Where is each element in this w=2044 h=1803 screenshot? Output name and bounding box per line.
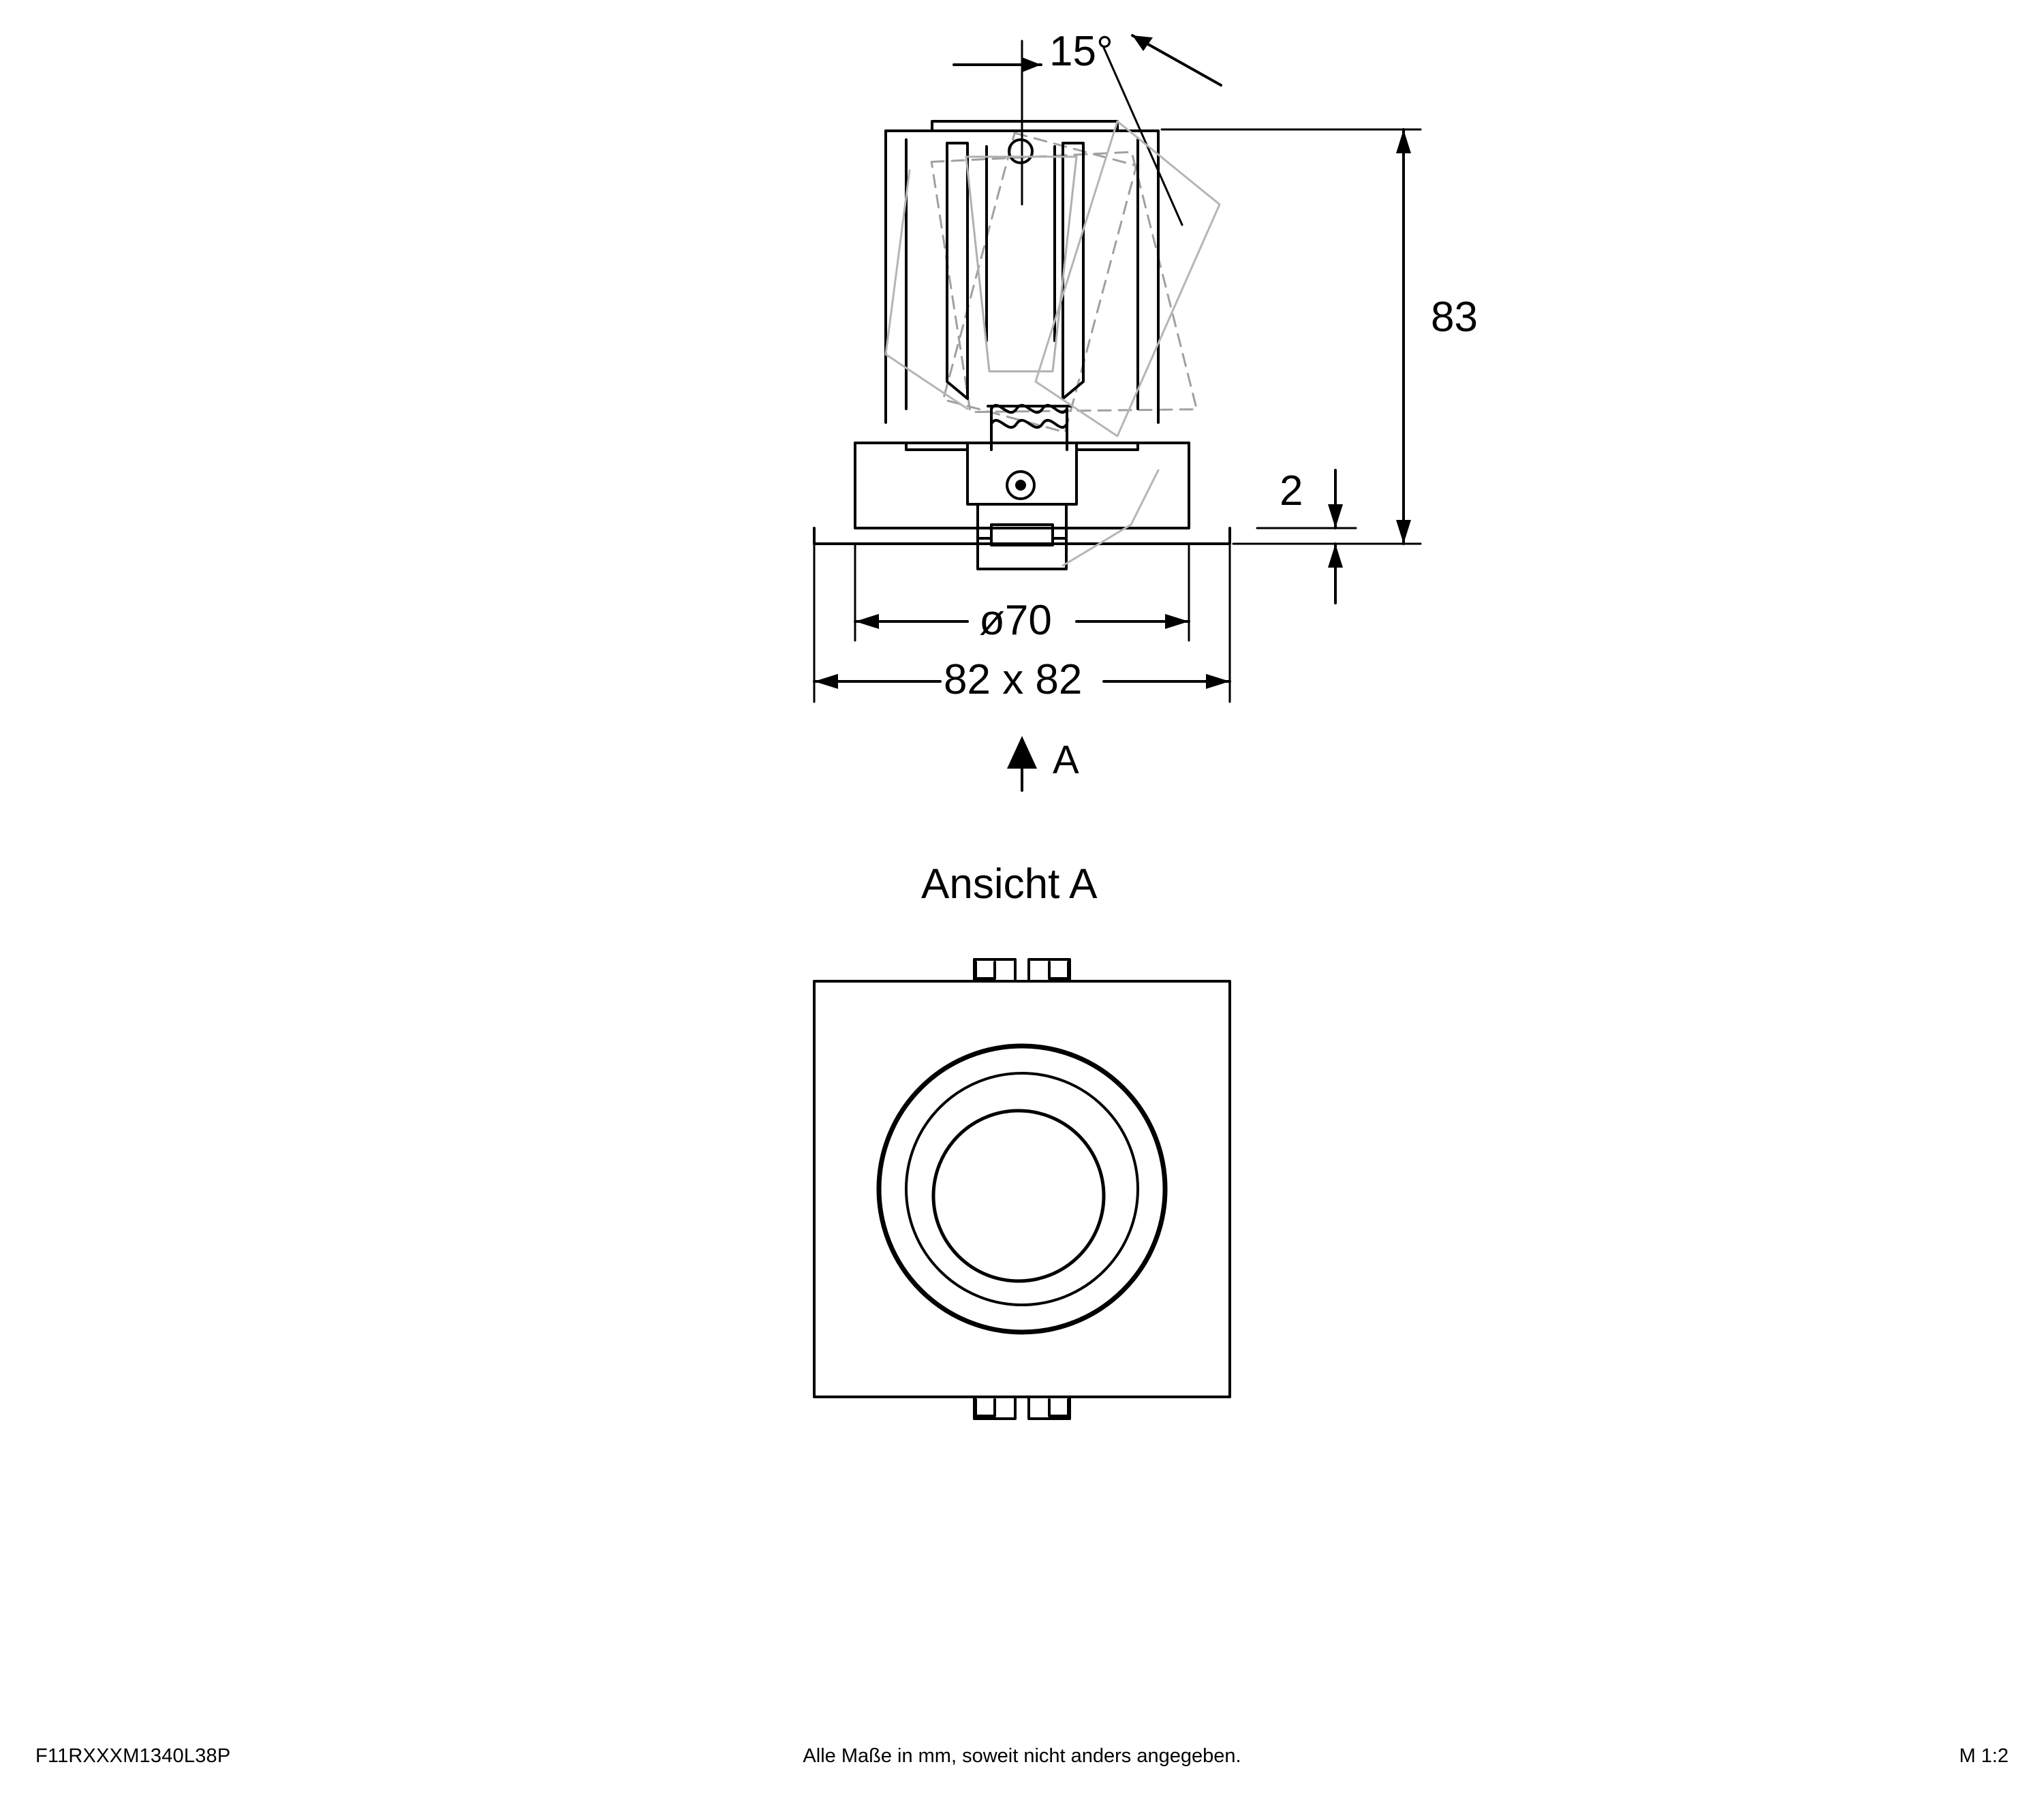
dimension-label-frame: 82 x 82 [944,656,1083,703]
dimension-label-height: 83 [1431,294,1478,341]
gimbal-joint [967,446,1077,569]
measurement-note: Alle Maße in mm, soweit nicht anders angegeben. [803,1745,1241,1767]
drawing-footer [0,1721,2044,1803]
front-view-title: Ansicht A [921,861,1098,908]
scale-label: M 1:2 [1959,1745,2009,1767]
dimension-flange-2 [1257,470,1356,603]
dimension-label-diameter: ø70 [979,597,1052,644]
dimension-label-angle: 15° [1049,28,1113,75]
view-arrow-label-a: A [1053,738,1079,782]
dimension-label-flange: 2 [1280,467,1303,514]
front-view-geometry [814,959,1230,1419]
view-direction-arrow-a [1007,736,1037,790]
article-code: F11RXXXM1340L38P [35,1745,231,1767]
ceiling-flange [814,528,1230,544]
